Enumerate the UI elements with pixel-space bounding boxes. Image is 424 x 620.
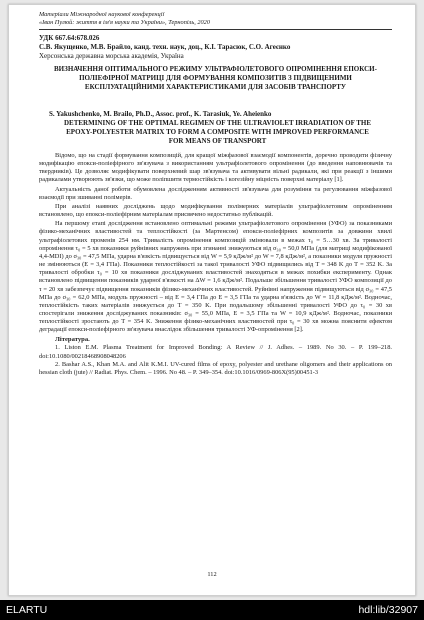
- title-en: DETERMINING OF THE OPTIMAL REGIMEN OF THE ULTRAVIOLET IRRADIATION OF THE EPOXY-POLYESTER MATRIX TO FORM A COMPOSITE WITH IMPROVED PERFORMANCE FOR MEANS OF TRANSPORT: [63, 119, 372, 145]
- repository-footer-bar: [0, 600, 424, 620]
- page-content: [39, 11, 392, 377]
- paragraph: При аналізі наявних досліджень щодо модифікування полімерних матеріалів ультрафіолетовим опроміненням встановлено, що епокси-поліефірним матеріалам присвячено недостатньо публікацій.: [39, 202, 392, 219]
- repository-name: ELARTU: [6, 604, 48, 616]
- udk-code: УДК 667.64:678.026: [39, 34, 100, 42]
- document-page: [8, 4, 416, 596]
- authors-ua: С.В. Якущенко, М.В. Брайло, канд. техн. наук, доц., К.І. Тарасюк, С.О. Агеєнко: [39, 43, 291, 51]
- article-body: [39, 152, 392, 334]
- page-number: 112: [207, 571, 217, 578]
- running-header: [39, 11, 392, 30]
- title-ua: ВИЗНАЧЕННЯ ОПТИМАЛЬНОГО РЕЖИМУ УЛЬТРАФІОЛЕТОВОГО ОПРОМІНЕННЯ ЕПОКСИ-ПОЛІЕФІРНОЇ МАТРИЦІ ДЛЯ ФОРМУВАННЯ КОМПОЗИТІВ З ПІДВИЩЕНИМИ ЕКСПЛУАТАЦІЙНИМИ ХАРАКТЕРИСТИКАМИ ДЛЯ ЗАСОБІВ ТРАНСПОРТУ: [54, 65, 377, 91]
- references-heading: Література.: [55, 336, 90, 344]
- reference-item: 2. Bashar A.S., Khan M.A. and Alit K.M.I. UV-cured films of epoxy, polyester and urethane oligomers and their applications on hessian cloth (jute) // Radiat. Phys. Chem. – 1996. No 48. – P. 349–354. doi:10.1016/0969-806X(95)00451-3: [39, 360, 392, 377]
- references-list: [39, 344, 392, 377]
- paragraph: На першому етапі дослідження встановлено оптимальні режими ультрафіолетового опромінення (УФО) за показниками фізико-механічних властивостей та теплостійкості (за Мартенсом) епокси-поліефірних композитів за довжини хвилі ультрафіолетових променів 254 нм. Тривалість опромінення композицій змінювали в межах τ₀ = 5…30 хв. За тривалості опромінення τ₀ = 5 хв показники руйнівних напружень при згинанні знижуються від σ₃₀ = 50,0 МПа (для матриці модифікованої 4,4-MDI) до σ₃₀ = 47,5 МПа, ударна в'язкість підвищується від W = 5,9 кДж/м² до W = 7,8 кДж/м², а показники модуля пружності не змінюються (E = 3,4 ГПа). Показники теплостійкості за такої тривалості УФО підвищились від T = 348 K до T = 352 K. За тривалості обробки τ₀ = 10 хв показники досліджуваних властивостей знаходяться в межах похибки експерименту. Однак встановлено підвищення показників ударної в'язкості на ΔW = 1,6 кДж/м². Подальше збільшення тривалості УФО композиції до τ = 20 хв забезпечує підвищення показників фізико-механічних властивостей. Руйнівні напруження підвищуються від σ₃₀ = 47,5 МПа до σ₃₀ = 62,0 МПа, модуль пружності – від E = 3,4 ГПа до E = 3,5 ГПа та ударна в'язкість до W = 11,8 кДж/м². Водночас, теплостійкість таких матеріалів знижується до T = 350 K. При подальшому збільшенні тривалості УФО до τ₀ = 30 хв спостерігали зниження досліджуваних показників: σ₃₀ = 55,0 МПа, E = 3,5 ГПа та W = 10,9 кДж/м². Водночас, показники теплостійкості зростають до T = 354 K. Зниження фізико-механічних властивостей при τ₀ = 30 хв можна пояснити ефектом деградації епокси-поліефірного зв'язувача внаслідок збільшення тривалості УФ-опромінення [2].: [39, 220, 392, 334]
- conference-line-2: «Іван Пулюй: життя в ім'я науки та України», Тернопіль, 2020: [39, 19, 210, 26]
- affiliation-ua: Херсонська державна морська академія, Україна: [39, 52, 184, 60]
- conference-line-1: Матеріали Міжнародної наукової конференції: [39, 11, 165, 18]
- paragraph: Відомо, що на стадії формування композицій, для кращої міжфазової взаємодії компонентів, доречно проводити фізичну модифікацію епокси-поліефірного зв'язувача з використанням ультрафіолетового опромінення (до введення наповнювачів та твердників). Це дозволяє модифікувати поверхневий шар зв'язувача та активувати вільні радикали, які при реакції з іншими радикалами утворюють зв'язки, що може поліпшити термостійкість і когезійну міцність поверхні матеріалу [1].: [39, 152, 392, 184]
- handle-identifier: hdl:lib/32907: [358, 604, 418, 616]
- authors-en: S. Yakushchenko, M. Brailo, Ph.D., Assoc. prof., K. Tarasiuk, Ye. Aheienko: [49, 110, 272, 118]
- reference-item: 1. Liston E.M. Plasma Treatment for Improved Bonding: A Review // J. Adhes. – 1989. No 30. – P. 199–218. doi:10.1080/00218468908048206: [39, 344, 392, 360]
- paragraph: Актуальність даної роботи обумовлена дослідженням активності зв'язувача для розуміння та регулювання міжфазової взаємодії при зшиванні полімерів.: [39, 185, 392, 201]
